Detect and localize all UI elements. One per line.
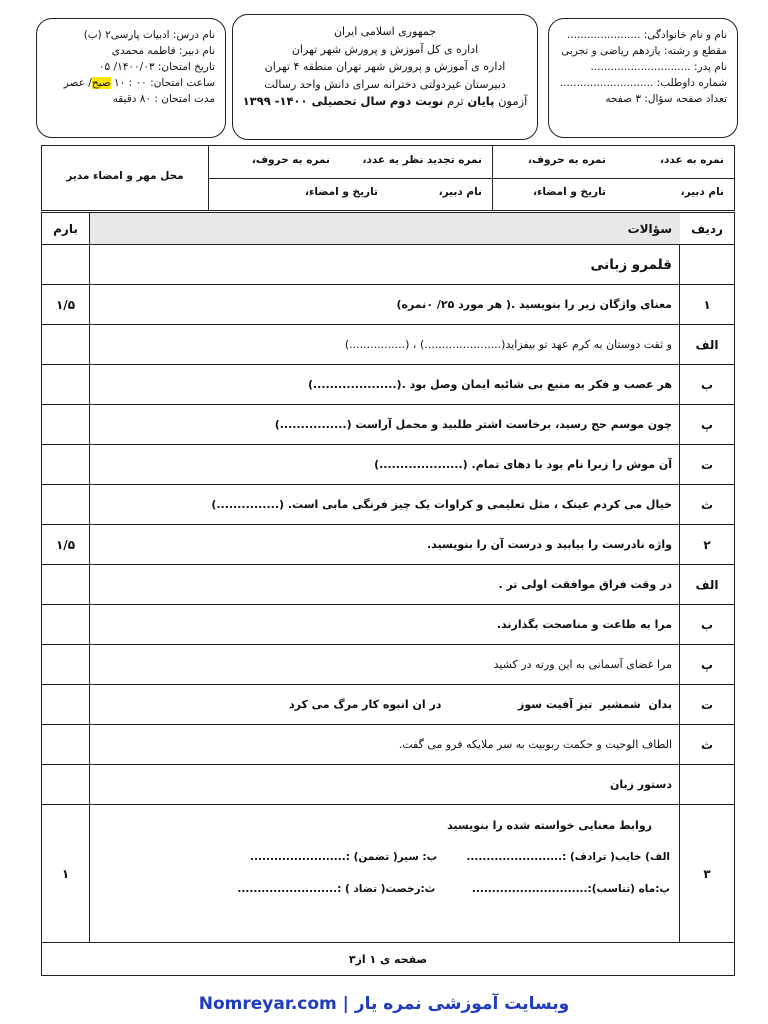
exam-final: پایان	[467, 94, 495, 108]
table-row: ب مرا به طاعت و مناصحت بگذارند.	[42, 605, 734, 645]
question-text: چون موسم حج رسید، برخاست اشتر طلبید و محمل آراست (................)	[89, 405, 680, 444]
table-row: الف در وقت فراق موافقت اولی تر .	[42, 565, 734, 605]
table-row: ب هر عصب و فکر به منبع بی شائبه ایمان وصل بود .(....................)	[42, 365, 734, 405]
question-text: خیال می کردم عینک ، مثل تعلیمی و کراوات یک چیز فرنگی مابی است. (...............)	[89, 485, 680, 524]
table-row	[42, 765, 734, 805]
teacher-name: نام دبیر: فاطمه محمدی	[111, 45, 215, 57]
grade-teacher: نام دبیر،	[680, 186, 724, 198]
district-title: اداره ی آموزش و پرورش شهر تهران منطقه ۴ تهران	[264, 60, 506, 73]
exam-duration: مدت امتحان : ۸۰ دقیقه	[112, 93, 215, 105]
stamp-area: محل مهر و امضاء مدیر	[66, 170, 184, 182]
table-row: ت آن موش را زبرا نام بود با دهای تمام. (....................)	[42, 445, 734, 485]
questions-table	[41, 212, 735, 976]
col-num-header: ردیف	[679, 213, 734, 244]
section-title: دستور زبان	[89, 765, 680, 804]
grade-words: نمره به حروف،	[527, 154, 606, 166]
grade-date-sign: تاریخ و امضاء،	[532, 186, 606, 198]
question-text: آن موش را زبرا نام بود با دهای تمام. (....................)	[89, 445, 680, 484]
student-grade: مقطع و رشته: یازدهم ریاضی و تجربی	[561, 45, 727, 57]
q3-title: روابط معنایی خواسته شده را بنویسید	[447, 819, 652, 832]
question-text: واژه نادرست را بیابید و درست آن را بنویسید.	[89, 525, 680, 564]
revised-num: نمره تجدید نظر به عدد،	[362, 154, 482, 166]
revised-teacher: نام دبیر،	[438, 186, 482, 198]
question-text	[89, 805, 680, 942]
q3-line1: الف) خایب( ترادف) :........................ ب: سیر( تضمن) :........................	[250, 851, 670, 863]
question-text: هر عصب و فکر به منبع بی شائبه ایمان وصل بود .(....................)	[89, 365, 680, 404]
exam-time: ساعت امتحان: ۰۰ : ۱۰ صبح/ عصر	[63, 77, 215, 89]
exam-title: آزمون پایان ترم نوبت دوم سال تحصیلی ۱۴۰۰- ۱۳۹۹	[242, 94, 528, 108]
table-row: ت بدان شمشیر تیز آفیت سوز در ان انبوه کار مرگ می کرد	[42, 685, 734, 725]
question-text: مرا به طاعت و مناصحت بگذارند.	[89, 605, 680, 644]
table-header-row	[42, 213, 734, 245]
table-row: ث الطاف الوحیت و حکمت ربوبیت به سر ملایکه فرو می گفت.	[42, 725, 734, 765]
question-text: در وقت فراق موافقت اولی تر .	[89, 565, 680, 604]
page-count: تعداد صفحه سؤال: ۳ صفحه	[605, 93, 727, 105]
site-footer[interactable]: Nomreyar.com | وبسایت آموزشی نمره یار	[198, 994, 570, 1014]
course-name: نام درس: ادبیات پارسی۲ (ب)	[83, 29, 215, 41]
q3-line2: پ:ماه (تناسب):............................. ث:رخصت( تضاد ) :.........................	[237, 883, 670, 895]
student-father: نام پدر: ..............................	[590, 61, 727, 73]
table-row	[42, 245, 734, 285]
page-footer-row	[42, 943, 734, 975]
table-row: ۱ معنای واژگان زیر را بنویسید .( هر مورد ۲۵/ ۰نمره) ۱/۵	[42, 285, 734, 325]
exam-info-box	[36, 18, 226, 138]
page-indicator: صفحه ی ۱ از۳	[348, 952, 428, 966]
exam-date: تاریخ امتحان: ۱۴۰۰/۰۳/ ۰۵	[98, 61, 215, 73]
country-title: جمهوری اسلامی ایران	[333, 25, 437, 38]
student-id: شماره داوطلب: ............................	[559, 77, 727, 89]
table-row: الف و ثقت دوستان به کرم عهد تو بیفزاید(......................) ، (................)	[42, 325, 734, 365]
question-text: بدان شمشیر تیز آفیت سوز در ان انبوه کار مرگ می کرد	[89, 685, 680, 724]
revised-words: نمره به حروف،	[251, 154, 330, 166]
revised-date-sign: تاریخ و امضاء،	[304, 186, 378, 198]
table-row: پ مرا غضای آسمانی به این ورته در کشید	[42, 645, 734, 685]
question-text: معنای واژگان زیر را بنویسید .( هر مورد ۲۵/ ۰نمره)	[89, 285, 680, 324]
student-name: نام و نام خانوادگی: ......................	[566, 29, 727, 41]
time-highlight: صبح	[91, 77, 111, 89]
grade-table	[41, 145, 735, 211]
table-row: ۳ روابط معنایی خواسته شده را بنویسید الف) خایب( ترادف) :........................ ب: سیر( تضمن) :........................ پ:ماه (تناسب):............................. ث:رخصت( تضاد ) :......................... ۱	[42, 805, 734, 943]
exam-round: نوبت دوم	[389, 94, 444, 108]
student-info-box	[548, 18, 738, 138]
dept-title: اداره ی کل آموزش و پرورش شهر تهران	[291, 42, 479, 56]
table-row: پ چون موسم حج رسید، برخاست اشتر طلبید و محمل آراست (................)	[42, 405, 734, 445]
section-title: قلمرو زبانی	[89, 245, 680, 284]
question-text: مرا غضای آسمانی به این ورته در کشید	[89, 645, 680, 684]
school-info-box	[232, 14, 538, 140]
question-text: و ثقت دوستان به کرم عهد تو بیفزاید(......................) ، (................)	[89, 325, 680, 364]
grade-num: نمره به عدد،	[660, 154, 724, 166]
question-text: الطاف الوحیت و حکمت ربوبیت به سر ملایکه فرو می گفت.	[89, 725, 680, 764]
table-row: ث خیال می کردم عینک ، مثل تعلیمی و کراوات یک چیز فرنگی مابی است. (...............)	[42, 485, 734, 525]
col-questions-header: سؤالات	[89, 213, 680, 244]
col-score-header: بارم	[53, 221, 78, 236]
school-title: دبیرستان غیردولتی دخترانه سرای دانش واحد رسالت	[264, 77, 506, 91]
table-row: ۲ واژه نادرست را بیابید و درست آن را بنویسید. ۱/۵	[42, 525, 734, 565]
